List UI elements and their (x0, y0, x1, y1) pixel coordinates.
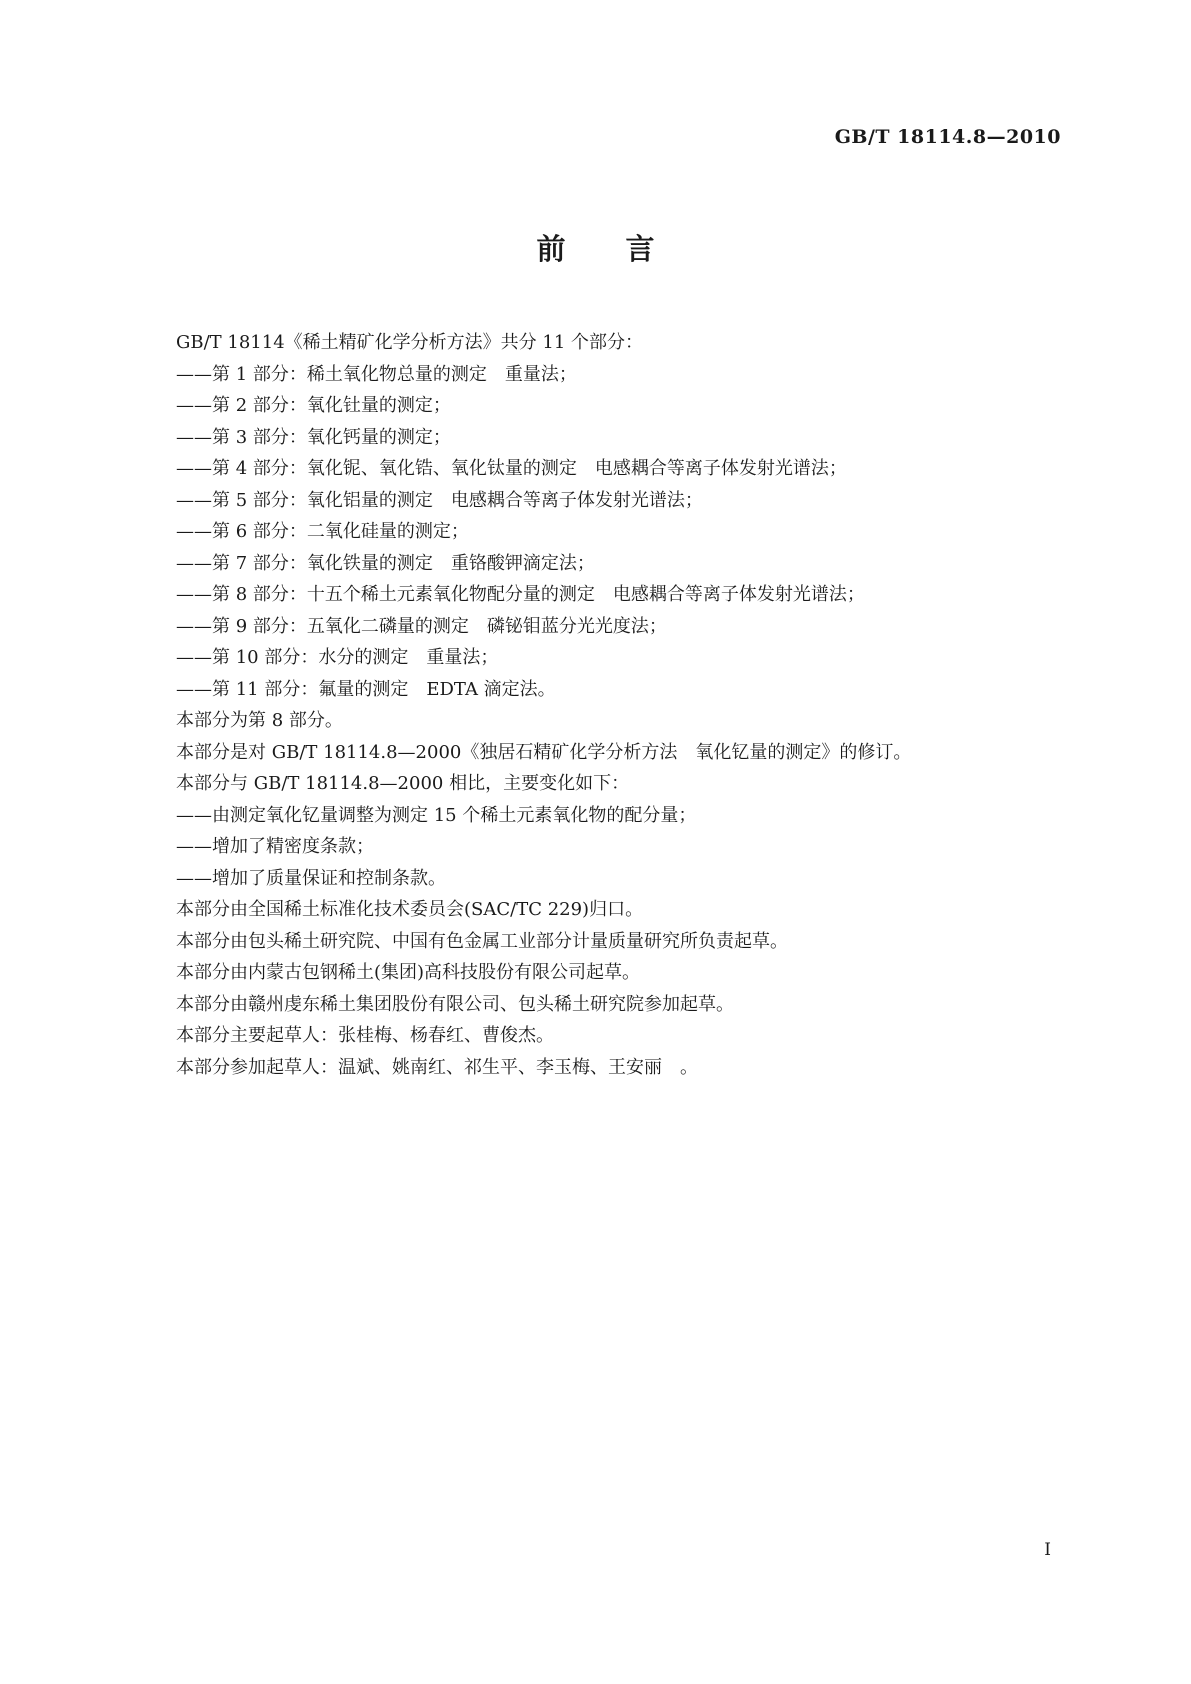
text-line: ——第 11 部分：氟量的测定 EDTA 滴定法。 (176, 678, 556, 700)
text-line: 本部分是对 GB/T 18114.8—2000《独居石精矿化学分析方法 氧化钇量的测定》的修订。 (176, 741, 912, 763)
page-number: I (1044, 1540, 1051, 1560)
text-line: 本部分主要起草人：张桂梅、杨春红、曹俊杰。 (176, 1025, 554, 1046)
text-line: ——第 9 部分：五氧化二磷量的测定 磷铋钼蓝分光光度法； (176, 615, 667, 637)
text-line: ——第 8 部分：十五个稀土元素氧化物配分量的测定 电感耦合等离子体发射光谱法； (176, 584, 865, 605)
text-line: ——第 3 部分：氧化钙量的测定； (176, 426, 451, 448)
text-line: ——第 6 部分：二氧化硅量的测定； (176, 521, 469, 542)
text-line: ——第 7 部分：氧化铁量的测定 重铬酸钾滴定法； (176, 552, 595, 574)
text-line: 本部分由包头稀土研究院、中国有色金属工业部分计量质量研究所负责起草。 (176, 930, 788, 952)
text-line: ——由测定氧化钇量调整为测定 15 个稀土元素氧化物的配分量； (176, 804, 697, 826)
text-line: ——第 10 部分：水分的测定 重量法； (176, 647, 499, 668)
foreword-body (176, 327, 1076, 1083)
text-line: 本部分由全国稀土标准化技术委员会(SAC/TC 229)归口。 (176, 899, 644, 920)
text-line: ——第 4 部分：氧化铌、氧化锆、氧化钛量的测定 电感耦合等离子体发射光谱法； (176, 458, 847, 479)
text-line: GB/T 18114《稀土精矿化学分析方法》共分 11 个部分： (176, 332, 644, 353)
text-line: 本部分与 GB/T 18114.8—2000 相比，主要变化如下： (176, 773, 630, 794)
text-line: 本部分参加起草人：温斌、姚南红、祁生平、李玉梅、王安丽 。 (176, 1056, 698, 1078)
text-line: ——增加了精密度条款； (176, 836, 374, 857)
page-title: 前言 (536, 232, 715, 266)
text-line: 本部分由赣州虔东稀土集团股份有限公司、包头稀土研究院参加起草。 (176, 993, 734, 1015)
text-line: ——第 2 部分：氧化钍量的测定； (176, 395, 451, 416)
standard-number: GB/T 18114.8—2010 (834, 126, 1061, 148)
text-line: 本部分由内蒙古包钢稀土(集团)高科技股份有限公司起草。 (176, 962, 641, 983)
text-line: 本部分为第 8 部分。 (176, 710, 343, 731)
text-line: ——增加了质量保证和控制条款。 (176, 867, 446, 889)
text-line: ——第 1 部分：稀土氧化物总量的测定 重量法； (176, 363, 577, 385)
text-line: ——第 5 部分：氧化铝量的测定 电感耦合等离子体发射光谱法； (176, 489, 703, 511)
